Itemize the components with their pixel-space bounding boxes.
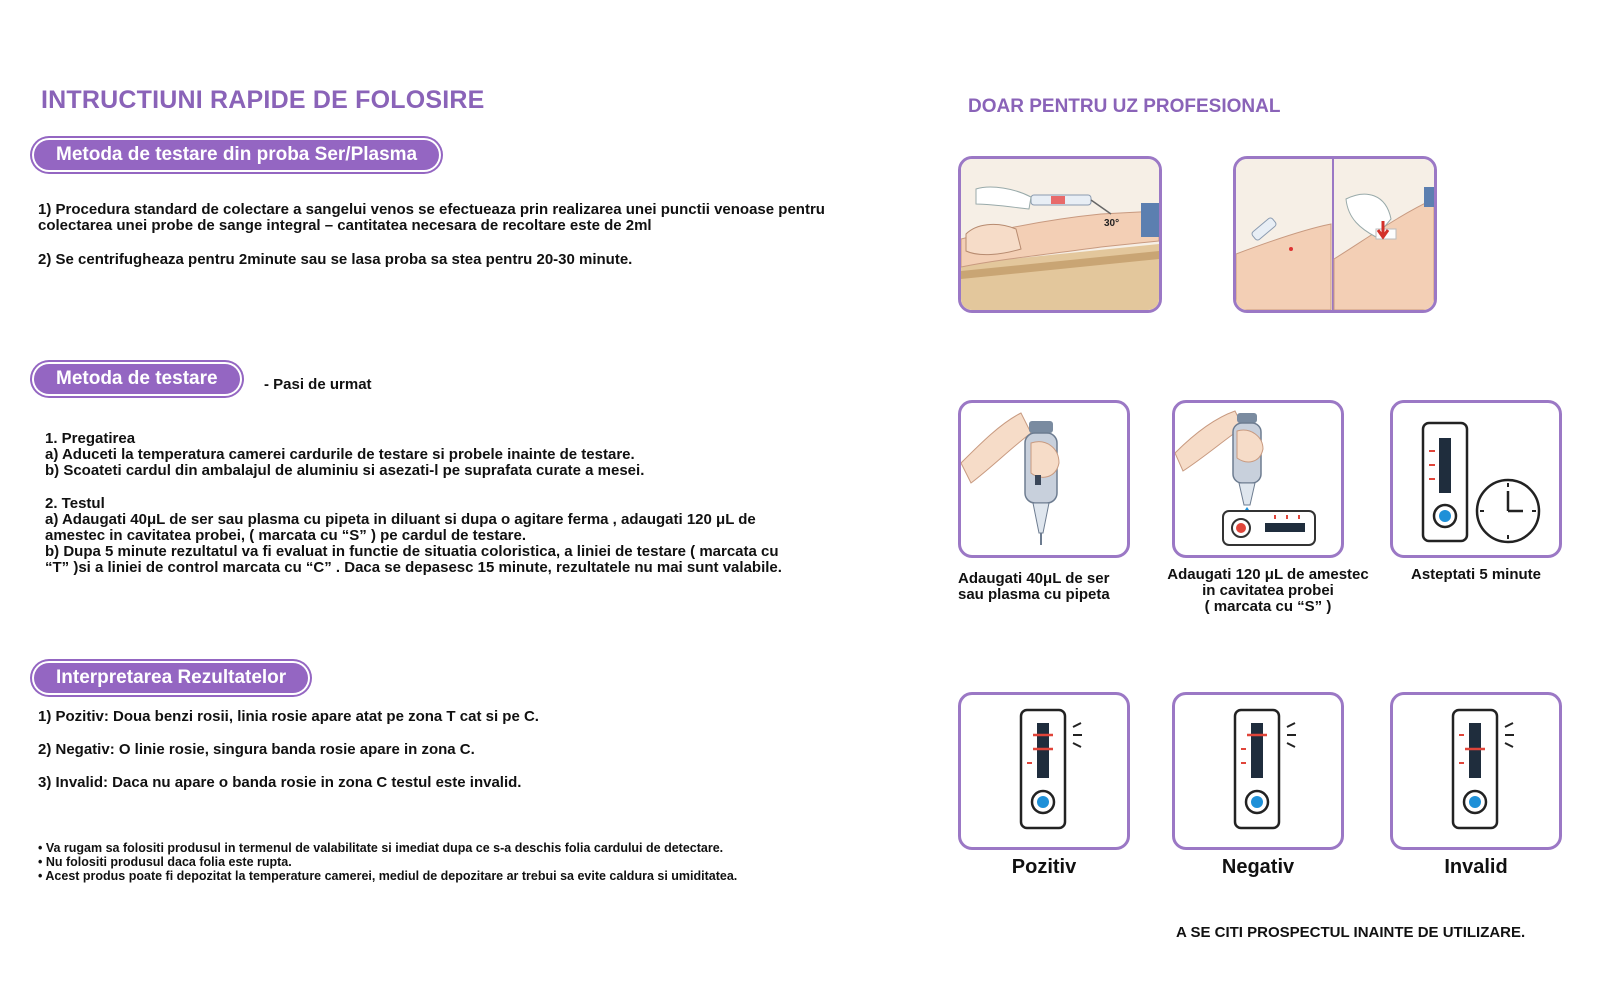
prep-title: 1. Pregatirea xyxy=(45,430,136,447)
p1-line-1: 1) Procedura standard de colectare a sangelui venos se efectueaza prin realizarea unei punctii venoase pentru xyxy=(38,201,825,218)
label-positive: Pozitiv xyxy=(1011,856,1077,878)
cap2-line-3: ( marcata cu “S” ) xyxy=(1204,598,1332,615)
prep-b: b) Scoateti cardul din ambalajul de aluminiu si asezati-l pe suprafata curate a mesei. xyxy=(45,462,645,479)
p1-line-2: colectarea unei probe de sange integral – cantitatea necesara de recoltare este de 2ml xyxy=(38,217,652,234)
preparation-block xyxy=(45,431,905,479)
test-a-line-2: amestec in cavitatea probei, ( marcata cu “S” ) pe cardul de testare. xyxy=(45,527,527,544)
steps-suffix: - Pasi de urmat xyxy=(264,376,372,393)
test-b-line-2: “T” )si a liniei de control marcata cu “C” . Daca se depasesc 15 minute, rezultatele nu mai sunt valabile. xyxy=(45,559,782,576)
test-b-line-1: b) Dupa 5 minute rezultatul va fi evaluat in functie de situatia coloristica, a liniei de testare ( marcata cu xyxy=(45,543,779,560)
section-pill-test-method: Metoda de testare xyxy=(34,364,240,394)
section-pill-results: Interpretarea Rezultatelor xyxy=(34,663,308,693)
test-a-line-1: a) Adaugati 40μL de ser sau plasma cu pipeta in diluant si dupa o agitare ferma , adaugati 120 μL de xyxy=(45,511,756,528)
cassette-invalid xyxy=(1390,692,1562,850)
prep-a: a) Aduceti la temperatura camerei cardurile de testare si probele inainte de testare. xyxy=(45,446,635,463)
result-invalid: 3) Invalid: Daca nu apare o banda rosie in zona C testul este invalid. xyxy=(38,774,522,791)
caption-add-mixture xyxy=(1160,567,1376,615)
note-item: • Nu folositi produsul daca folia este rupta. xyxy=(38,855,292,869)
label-negative: Negativ xyxy=(1221,856,1295,878)
section1-paragraph-2: 2) Se centrifugheaza pentru 2minute sau se lasa proba sa stea pentru 20-30 minute. xyxy=(38,251,633,268)
test-title: 2. Testul xyxy=(45,495,105,512)
pipette-cassette-illustration xyxy=(1172,400,1344,558)
caption-wait: Asteptati 5 minute xyxy=(1410,566,1542,583)
result-positive: 1) Pozitiv: Doua benzi rosii, linia rosie apare atat pe zona T cat si pe C. xyxy=(38,708,539,725)
note-item: • Va rugam sa folositi produsul in termenul de valabilitate si imediat dupa ce s-a deschis folia cardului de detectare. xyxy=(38,841,724,855)
note-item: • Acest produs poate fi depozitat la temperature camerei, mediul de depozitare ar trebui sa evite caldura si umiditatea. xyxy=(38,869,738,883)
cassette-negative xyxy=(1172,692,1344,850)
cap2-line-1: Adaugati 120 μL de amestec xyxy=(1167,566,1369,583)
cassette-positive xyxy=(958,692,1130,850)
pipette-serum-illustration xyxy=(958,400,1130,558)
footer-read-leaflet: A SE CITI PROSPECTUL INAINTE DE UTILIZARE. xyxy=(1176,924,1526,941)
professional-use-label: DOAR PENTRU UZ PROFESIONAL xyxy=(968,96,1281,117)
section-pill-serum-plasma: Metoda de testare din proba Ser/Plasma xyxy=(34,140,439,170)
cap1-line-1: Adaugati 40μL de ser xyxy=(958,570,1110,587)
page-title: INTRUCTIUNI RAPIDE DE FOLOSIRE xyxy=(41,86,485,114)
caption-add-serum xyxy=(958,571,1110,603)
result-negative: 2) Negativ: O linie rosie, singura banda rosie apare in zona C. xyxy=(38,741,475,758)
venipuncture-illustration xyxy=(958,156,1162,313)
wait-timer-illustration xyxy=(1390,400,1562,558)
section1-paragraph-1 xyxy=(38,202,898,234)
notes-list xyxy=(38,841,898,883)
cotton-press-illustration xyxy=(1233,156,1437,313)
cap1-line-2: sau plasma cu pipeta xyxy=(958,586,1110,603)
label-invalid: Invalid xyxy=(1444,856,1508,878)
cap2-line-2: in cavitatea probei xyxy=(1202,582,1334,599)
test-block xyxy=(45,496,905,576)
angle-label: 30° xyxy=(1104,218,1120,229)
